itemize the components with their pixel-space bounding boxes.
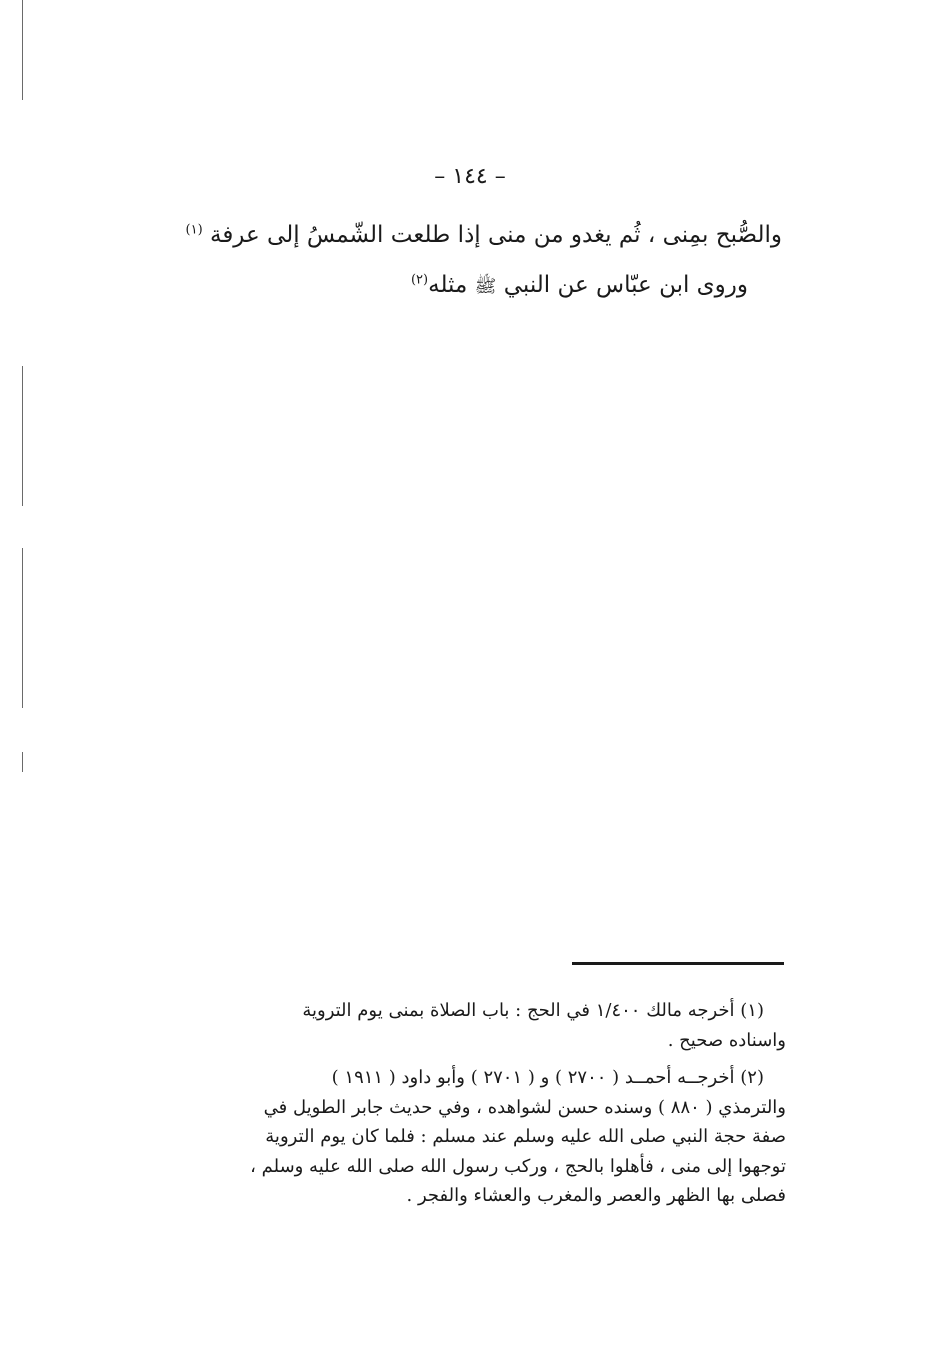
main-text-line bbox=[190, 260, 782, 312]
footnote-line: توجهوا إلى منى ، فأهلوا بالحج ، وركب رسول الله صلى الله عليه وسلم ، bbox=[250, 1155, 786, 1177]
footnote-line: فصلى بها الظهر والعصر والمغرب والعشاء والفجر . bbox=[406, 1185, 786, 1206]
footnote-line: والترمذي ( ٨٨٠ ) وسنده حسن لشواهده ، وفي حديث جابر الطويل في bbox=[263, 1096, 786, 1118]
main-text-segment: والصُّبح بمِنى ، ثُم يغدو من منى إذا طلعت الشّمسُ إلى عرفة bbox=[209, 222, 782, 248]
page-number: – ١٤٤ – bbox=[434, 164, 506, 189]
footnote-line: (١) أخرجه مالك ١/٤٠٠ في الحج : باب الصلاة بمنى يوم التروية bbox=[302, 1000, 764, 1021]
footnote-reference: (٢) bbox=[410, 272, 429, 288]
main-text bbox=[185, 210, 782, 312]
footnote-reference: (١) bbox=[185, 222, 203, 238]
salawat-ligature: ﷺ bbox=[474, 276, 497, 297]
main-text-segment: وروى ابن عبّاس عن النبي bbox=[503, 272, 748, 298]
scan-edge-mark bbox=[22, 548, 23, 708]
main-text-segment: مثله bbox=[428, 272, 468, 298]
scan-edge-mark bbox=[22, 366, 23, 506]
footnotes bbox=[146, 996, 786, 1219]
scan-edge-mark bbox=[22, 0, 23, 100]
main-text-line bbox=[185, 210, 782, 260]
footnote-1 bbox=[146, 996, 786, 1055]
footnote-line: صفة حجة النبي صلى الله عليه وسلم عند مسلم : فلما كان يوم التروية bbox=[265, 1126, 786, 1147]
footnote-separator bbox=[572, 962, 784, 965]
footnote-line: واسناده صحيح . bbox=[667, 1029, 786, 1051]
footnote-2 bbox=[146, 1063, 786, 1211]
scan-edge-mark bbox=[22, 752, 23, 772]
footnote-line: (٢) أخرجــه أحمــد ( ٢٧٠٠ ) و ( ٢٧٠١ ) وأبو داود ( ١٩١١ ) bbox=[331, 1067, 764, 1088]
